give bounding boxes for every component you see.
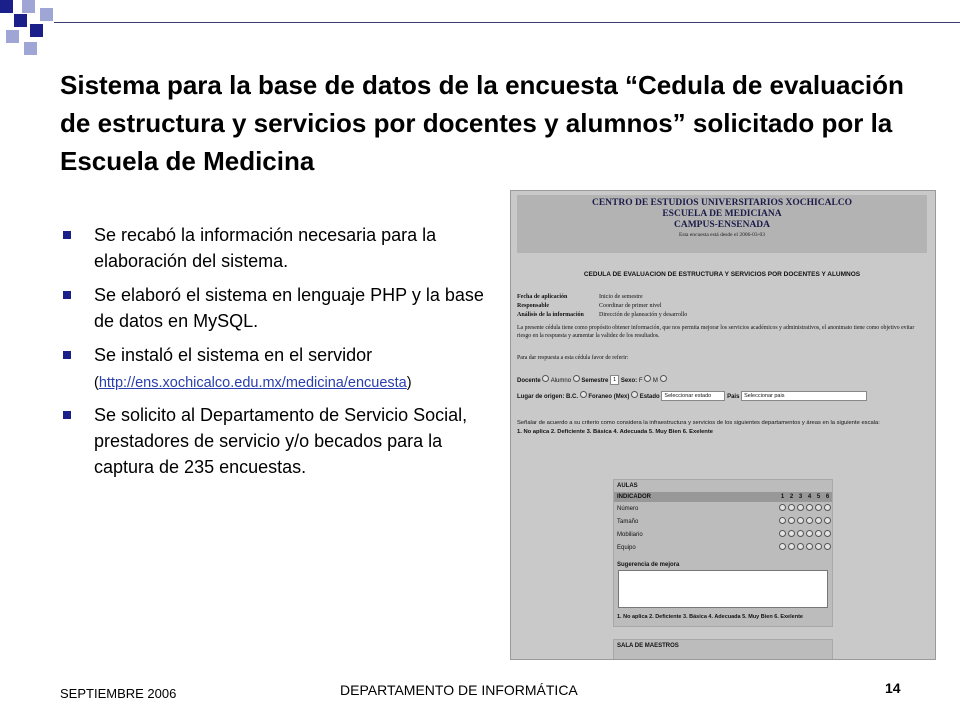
bullet-text: Se solicito al Departamento de Servicio Social, prestadores de servicio y/o becados para la captura de 235 encuestas. bbox=[94, 405, 468, 477]
scale-intro: Señalar de acuerdo a su criterio como considera la infraestructura y servicios de los siguientes departamentos y áreas en la siguiente escala: bbox=[517, 420, 880, 426]
suggestion-textarea[interactable] bbox=[618, 570, 828, 608]
footer-department: DEPARTAMENTO DE INFORMÁTICA bbox=[340, 682, 578, 698]
purpose-text: La presente cédula tiene como propósito obtener información, que nos permita mejorar los servicios académicos y administrativos, el anonimato tiene como objetivo evitar riesgo en la respuesta y aumentar la validez de los resultados. bbox=[517, 325, 915, 339]
rating-radio[interactable] bbox=[815, 517, 822, 524]
rating-col-header: 6 bbox=[823, 492, 832, 502]
bullet-square-icon bbox=[63, 411, 71, 419]
foraneo-radio[interactable] bbox=[631, 391, 638, 398]
scale-text: 1. No aplica 2. Deficiente 3. Básica 4. Adecuada 5. Muy Bien 6. Exelente bbox=[517, 429, 713, 435]
rating-col-header: 5 bbox=[814, 492, 823, 502]
meta-value: Inicio de semestre bbox=[599, 294, 643, 300]
meta-value: Dirección de planeación y desarrollo bbox=[599, 312, 688, 318]
rating-radio[interactable] bbox=[806, 543, 813, 550]
lugar-label: Lugar de origen: B.C. bbox=[517, 394, 579, 400]
bullet-item bbox=[60, 222, 500, 274]
table-row bbox=[614, 541, 832, 554]
rating-radio[interactable] bbox=[806, 504, 813, 511]
rating-col-header: 3 bbox=[796, 492, 805, 502]
sexo-m-radio[interactable] bbox=[660, 375, 667, 382]
meta-label: Fecha de aplicación bbox=[517, 294, 568, 300]
respondent-row bbox=[517, 375, 667, 385]
survey-header bbox=[517, 195, 927, 253]
rating-radio[interactable] bbox=[779, 543, 786, 550]
rating-table bbox=[614, 492, 832, 554]
rating-radio[interactable] bbox=[797, 530, 804, 537]
indicator-header: INDICADOR bbox=[614, 492, 778, 502]
link-paren-close: ) bbox=[406, 375, 412, 391]
origin-row bbox=[517, 391, 867, 401]
pais-select[interactable]: Seleccionar pais bbox=[741, 391, 867, 401]
indicator-label: Equipo bbox=[617, 544, 636, 551]
header-line: CAMPUS-ENSENADA bbox=[673, 220, 771, 230]
decor-square bbox=[22, 0, 35, 13]
link-paren-open: ( bbox=[94, 375, 99, 391]
sexo-m-label: M bbox=[652, 378, 658, 384]
header-line: ESCUELA DE MEDICIANA bbox=[662, 209, 782, 219]
rating-radio[interactable] bbox=[797, 517, 804, 524]
rating-radio[interactable] bbox=[779, 504, 786, 511]
panel-title: AULAS bbox=[617, 483, 638, 489]
rating-radio[interactable] bbox=[806, 530, 813, 537]
instruction-text: Para dar respuesta a esta cédula favor de referir: bbox=[517, 355, 629, 361]
rating-radio[interactable] bbox=[824, 504, 831, 511]
aulas-panel bbox=[613, 479, 833, 627]
decor-square bbox=[24, 42, 37, 55]
table-row bbox=[614, 515, 832, 528]
suggestion-label: Sugerencia de mejora bbox=[617, 562, 680, 568]
rating-radio[interactable] bbox=[815, 530, 822, 537]
rating-col-header: 4 bbox=[805, 492, 814, 502]
indicator-label: Número bbox=[617, 505, 639, 512]
alumno-label: Alumno bbox=[550, 378, 572, 384]
foraneo-label: Foraneo (Mex) bbox=[588, 394, 630, 400]
rating-radio[interactable] bbox=[806, 517, 813, 524]
meta-row bbox=[517, 303, 661, 309]
bullet-item bbox=[60, 342, 500, 394]
rating-radio[interactable] bbox=[824, 517, 831, 524]
pais-label: Pais bbox=[727, 394, 740, 400]
bullet-square-icon bbox=[63, 291, 71, 299]
rating-radio[interactable] bbox=[788, 543, 795, 550]
scale-legend bbox=[517, 428, 927, 436]
rating-radio[interactable] bbox=[824, 530, 831, 537]
bullet-text: Se recabó la información necesaria para la elaboración del sistema. bbox=[94, 225, 437, 271]
bullet-square-icon bbox=[63, 351, 71, 359]
sala-maestros-panel bbox=[613, 639, 833, 660]
panel-title: SALA DE MAESTROS bbox=[617, 643, 679, 649]
estado-select[interactable]: Seleccionar estado bbox=[661, 391, 725, 401]
rating-col-header: 1 bbox=[778, 492, 787, 502]
table-row bbox=[614, 528, 832, 541]
meta-row bbox=[517, 294, 643, 300]
decor-square bbox=[0, 0, 13, 13]
rating-radio[interactable] bbox=[824, 543, 831, 550]
bullet-text: Se instaló el sistema en el servidor bbox=[94, 345, 373, 365]
slide-title: Sistema para la base de datos de la encuesta “Cedula de evaluación de estructura y servicios por docentes y alumnos” solicitado por la Escuela de Medicina bbox=[60, 70, 904, 176]
table-row bbox=[614, 502, 832, 515]
sexo-f-label: F bbox=[638, 378, 643, 384]
bullet-list bbox=[60, 222, 500, 488]
footer-date: SEPTIEMBRE 2006 bbox=[60, 686, 177, 701]
estado-label: Estado bbox=[639, 394, 660, 400]
server-link[interactable]: http://ens.xochicalco.edu.mx/medicina/encuesta bbox=[98, 375, 407, 391]
alumno-radio[interactable] bbox=[573, 375, 580, 382]
decor-square bbox=[40, 8, 53, 21]
rating-radio[interactable] bbox=[788, 530, 795, 537]
docente-radio[interactable] bbox=[542, 375, 549, 382]
form-title: CEDULA DE EVALUACION DE ESTRUCTURA Y SERVICIOS POR DOCENTES Y ALUMNOS bbox=[583, 271, 861, 278]
rating-radio[interactable] bbox=[779, 517, 786, 524]
indicator-label: Mobiliario bbox=[617, 531, 643, 538]
rating-radio[interactable] bbox=[797, 543, 804, 550]
sexo-label: Sexo: bbox=[620, 378, 638, 384]
decor-square bbox=[14, 14, 27, 27]
decor-square bbox=[6, 30, 19, 43]
survey-screenshot bbox=[510, 190, 936, 660]
meta-value: Coordinar de primer nivel bbox=[599, 303, 662, 309]
bullet-item bbox=[60, 402, 500, 480]
rating-radio[interactable] bbox=[815, 543, 822, 550]
semestre-label: Semestre bbox=[581, 378, 609, 384]
rating-radio[interactable] bbox=[797, 504, 804, 511]
meta-label: Análisis de la información bbox=[517, 312, 584, 318]
meta-label: Responsable bbox=[517, 303, 550, 309]
rating-radio[interactable] bbox=[815, 504, 822, 511]
bullet-square-icon bbox=[63, 231, 71, 239]
sexo-f-radio[interactable] bbox=[644, 375, 651, 382]
rating-radio[interactable] bbox=[788, 517, 795, 524]
header-rule bbox=[54, 22, 960, 23]
page-number: 14 bbox=[885, 680, 901, 696]
decor-square bbox=[30, 24, 43, 37]
rating-header-row bbox=[614, 492, 832, 502]
panel-scale: 1. No aplica 2. Deficiente 3. Básica 4. Adecuada 5. Muy Bien 6. Exelente bbox=[617, 614, 803, 620]
meta-row bbox=[517, 312, 687, 318]
header-line: CENTRO DE ESTUDIOS UNIVERSITARIOS XOCHICALCO bbox=[591, 198, 853, 208]
rating-radio[interactable] bbox=[788, 504, 795, 511]
bullet-item bbox=[60, 282, 500, 334]
header-note: Esta encuesta está desde el 2006-03-03 bbox=[679, 232, 765, 238]
rating-col-header: 2 bbox=[787, 492, 796, 502]
semestre-select[interactable]: 1 bbox=[610, 375, 619, 385]
rating-radio[interactable] bbox=[779, 530, 786, 537]
bc-radio[interactable] bbox=[580, 391, 587, 398]
bullet-text: Se elaboró el sistema en lenguaje PHP y la base de datos en MySQL. bbox=[94, 285, 484, 331]
indicator-label: Tamaño bbox=[617, 518, 639, 525]
docente-label: Docente bbox=[517, 378, 541, 384]
